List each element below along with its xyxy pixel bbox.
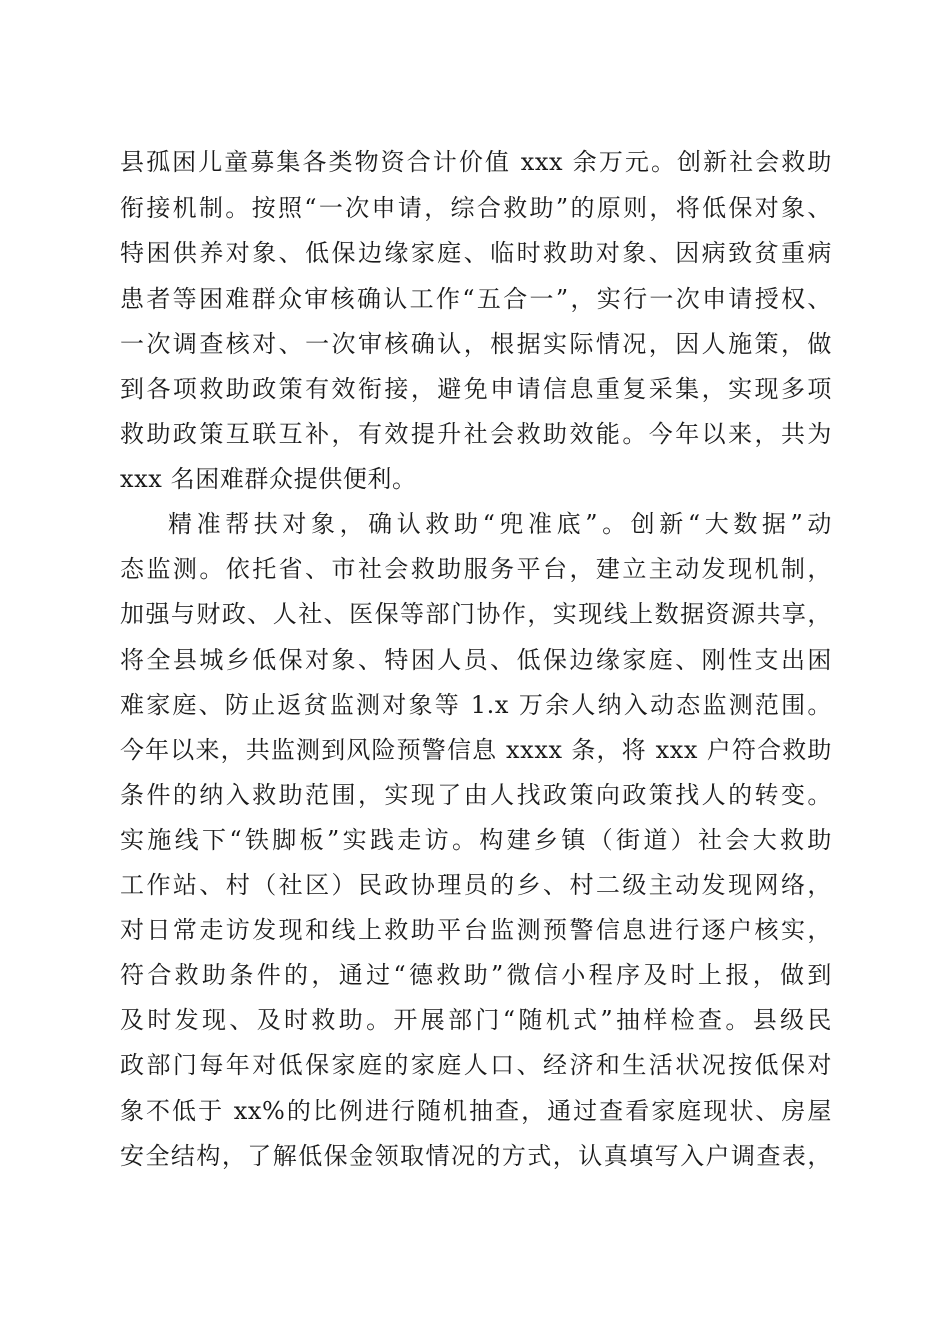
text-line: 象不低于 xx%的比例进行随机抽查，通过查看家庭现状、房屋	[120, 1097, 832, 1125]
text-line: 及时发现、及时救助。开展部门“随机式”抽样检查。县级民	[120, 1006, 832, 1034]
text-line: 患者等困难群众审核确认工作“五合一”，实行一次申请授权、	[120, 285, 832, 313]
text-line: 县孤困儿童募集各类物资合计价值 xxx 余万元。创新社会救助	[120, 148, 832, 176]
text-line: 工作站、村（社区）民政协理员的乡、村二级主动发现网络，	[120, 871, 832, 899]
text-line: 今年以来，共监测到风险预警信息 xxxx 条，将 xxx 户符合救助	[120, 736, 832, 764]
text-line: 条件的纳入救助范围，实现了由人找政策向政策找人的转变。	[120, 781, 832, 809]
text-line: 一次调查核对、一次审核确认，根据实际情况，因人施策，做	[120, 330, 832, 358]
text-line: 符合救助条件的，通过“德救助”微信小程序及时上报，做到	[120, 961, 832, 989]
paragraph-first-line: 精准帮扶对象，确认救助“兜准底”。创新“大数据”动	[168, 510, 832, 538]
text-line: 对日常走访发现和线上救助平台监测预警信息进行逐户核实，	[120, 916, 832, 944]
text-line: 安全结构，了解低保金领取情况的方式，认真填写入户调查表，	[120, 1142, 832, 1170]
text-line: 态监测。依托省、市社会救助服务平台，建立主动发现机制，	[120, 555, 832, 583]
text-line: xxx 名困难群众提供便利。	[120, 465, 417, 493]
text-line: 衔接机制。按照“一次申请，综合救助”的原则，将低保对象、	[120, 194, 832, 222]
text-line: 加强与财政、人社、医保等部门协作，实现线上数据资源共享，	[120, 600, 832, 628]
text-line: 将全县城乡低保对象、特困人员、低保边缘家庭、刚性支出困	[120, 646, 832, 674]
text-line: 救助政策互联互补，有效提升社会救助效能。今年以来，共为	[120, 420, 832, 448]
text-line: 难家庭、防止返贫监测对象等 1.x 万余人纳入动态监测范围。	[120, 691, 832, 719]
text-line: 实施线下“铁脚板”实践走访。构建乡镇（街道）社会大救助	[120, 826, 832, 854]
text-line: 到各项救助政策有效衔接，避免申请信息重复采集，实现多项	[120, 375, 832, 403]
text-line: 特困供养对象、低保边缘家庭、临时救助对象、因病致贫重病	[120, 239, 832, 267]
text-line: 政部门每年对低保家庭的家庭人口、经济和生活状况按低保对	[120, 1051, 832, 1079]
